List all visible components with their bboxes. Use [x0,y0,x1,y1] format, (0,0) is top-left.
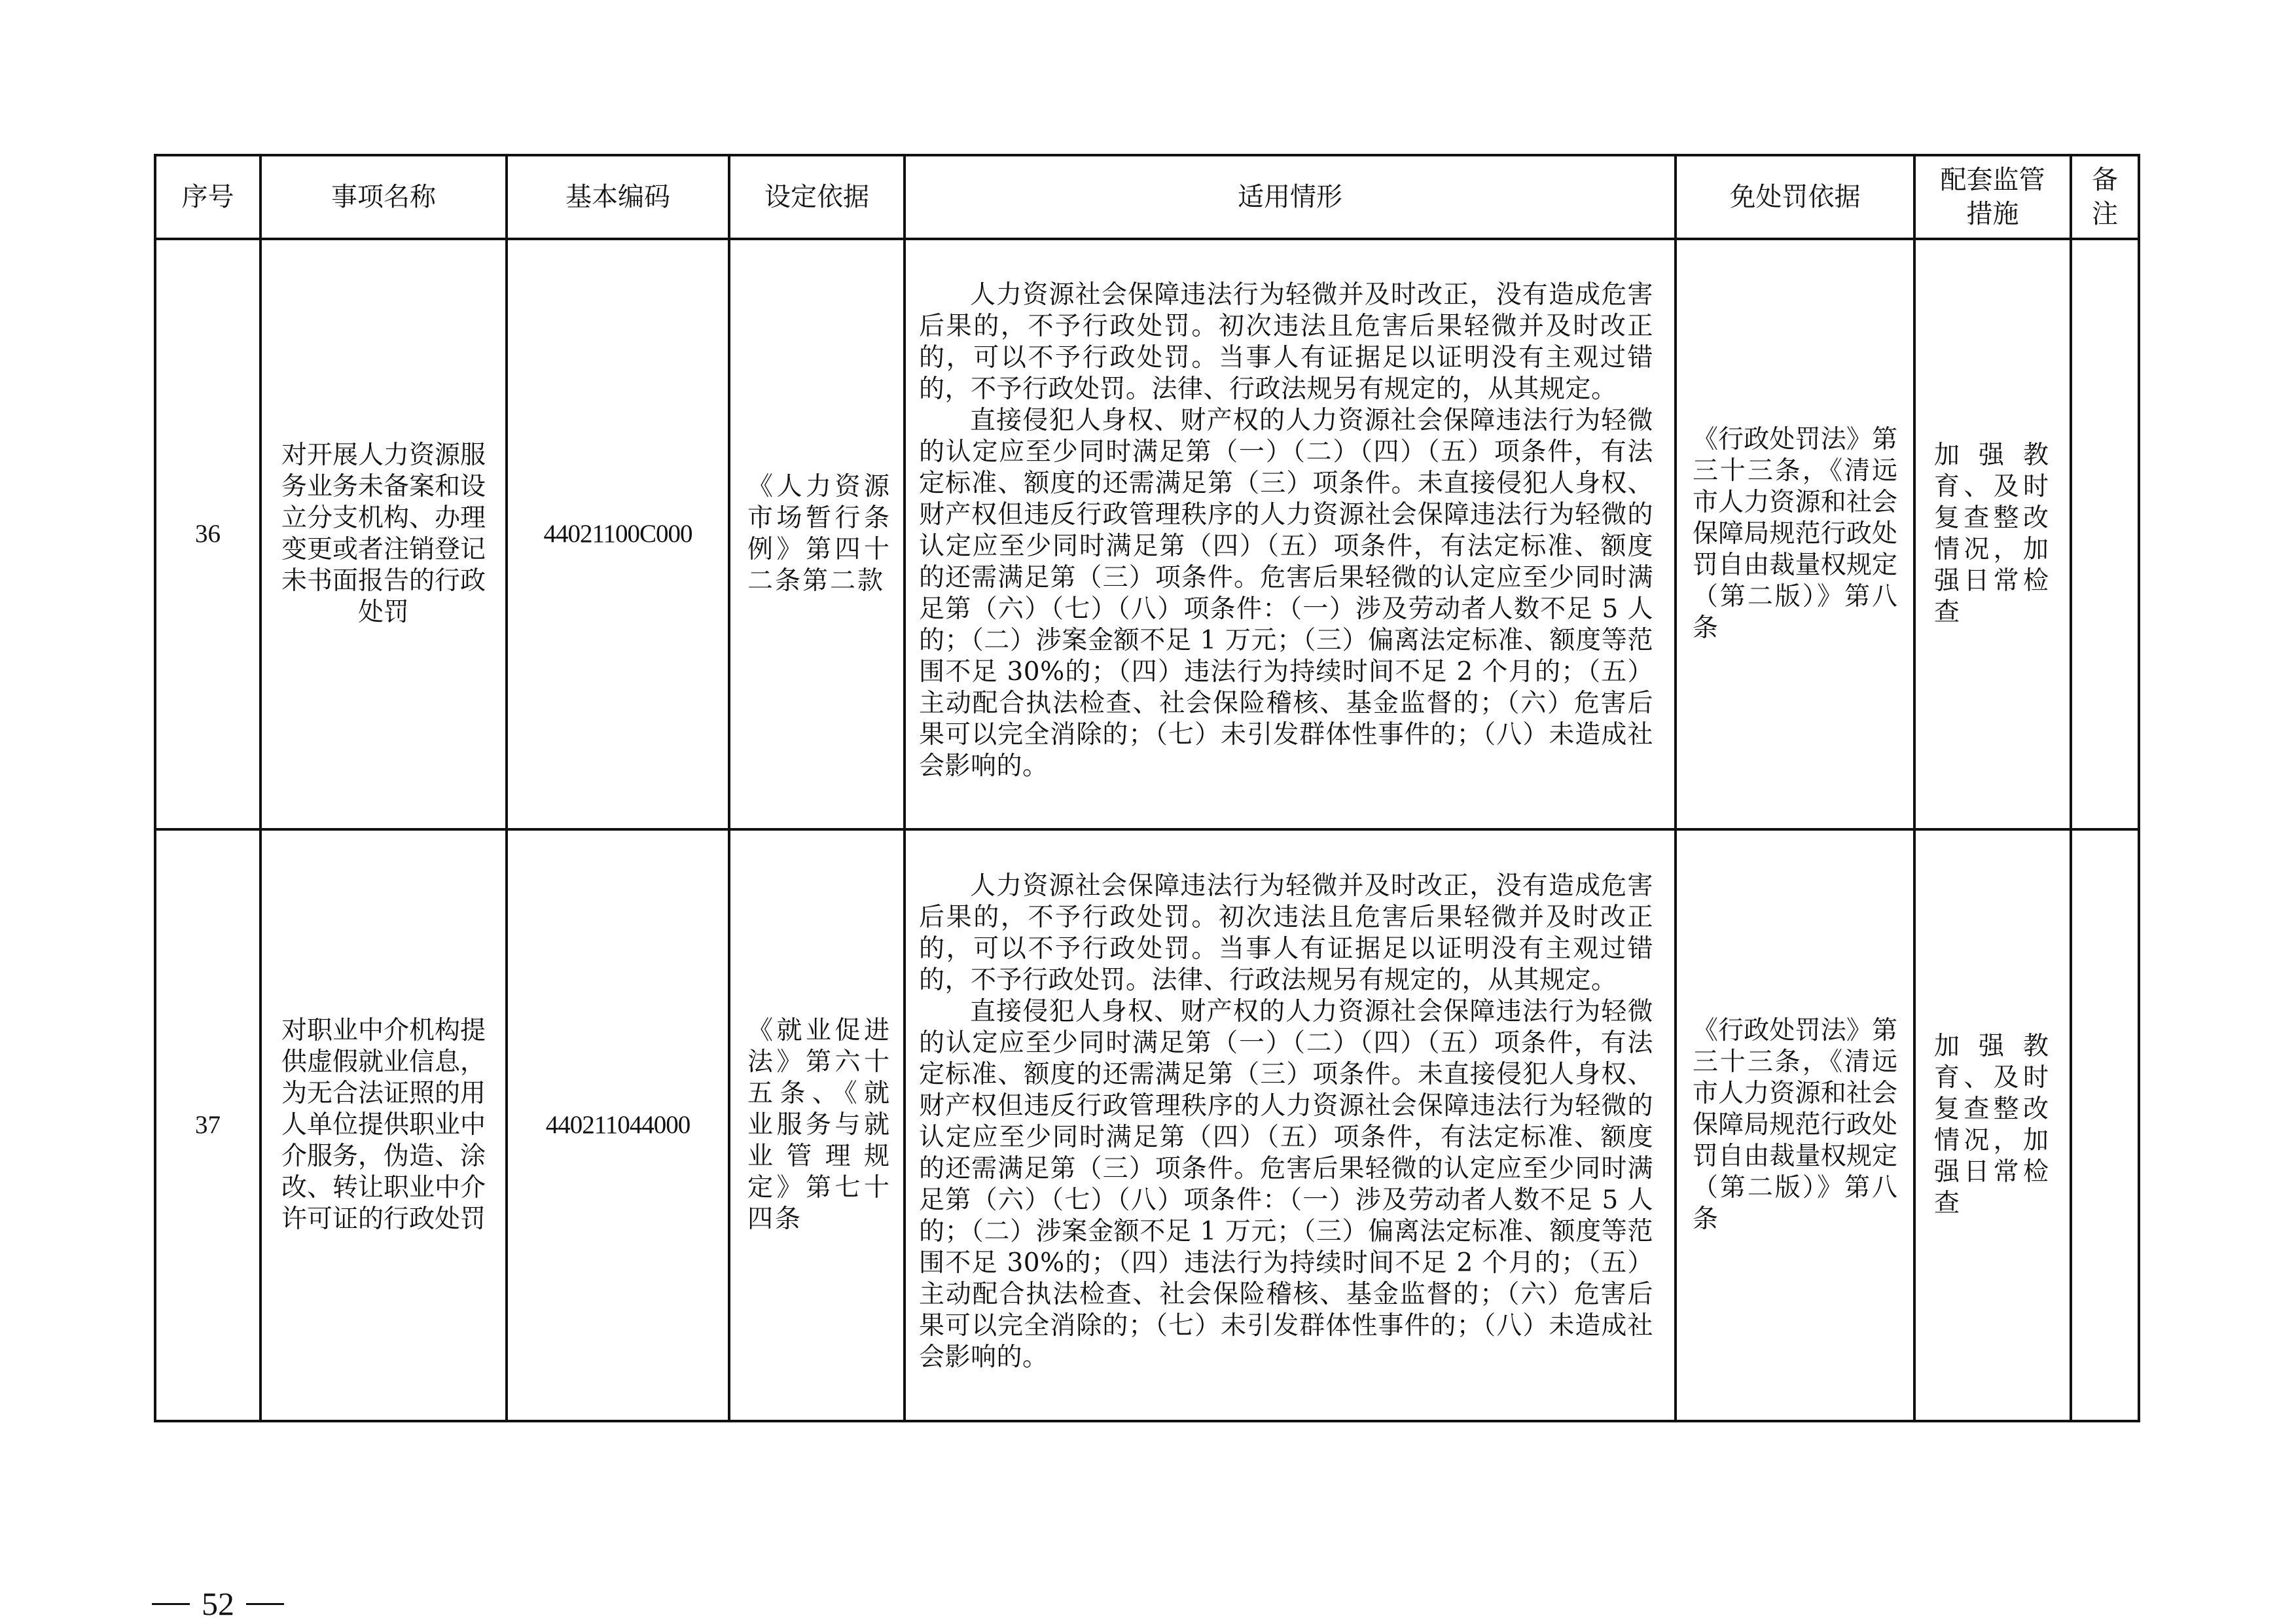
scenario-paragraph: 人力资源社会保障违法行为轻微并及时改正，没有造成危害后果的，不予行政处罚。初次违法且危害后果轻微并及时改正的，可以不予行政处罚。当事人有证据足以证明没有主观过错的，不予行政处罚。法律、行政法规另有规定的，从其规定。 [919,280,1653,404]
table-row [155,829,2139,1421]
supervision-measure: 加强教育、及时复查整改情况，加强日常检查 [1914,829,2071,1421]
legal-basis: 《就业促进法》第六十五条、《就业服务与就业管理规定》第七十四条 [729,829,905,1421]
table-row [155,239,2139,829]
item-code: 440211044000 [507,829,729,1421]
exemption-basis: 《行政处罚法》第三十三条，《清远市人力资源和社会保障局规范行政处罚自由裁量权规定（第二版）》第八条 [1676,239,1914,829]
dash-left [152,1603,190,1605]
remark [2071,829,2139,1421]
legal-basis: 《人力资源市场暂行条例》第四十二条第二款 [729,239,905,829]
applicable-scenario [905,239,1676,829]
page-footer [152,1584,284,1623]
header-note: 备注 [2071,155,2139,239]
penalty-exemption-table [154,154,2140,1422]
header-exempt: 免处罚依据 [1676,155,1914,239]
item-code: 44021100C000 [507,239,729,829]
header-name: 事项名称 [260,155,507,239]
table-header-row [155,155,2139,239]
exemption-basis: 《行政处罚法》第三十三条，《清远市人力资源和社会保障局规范行政处罚自由裁量权规定（第二版）》第八条 [1676,829,1914,1421]
item-name: 对开展人力资源服务业务未备案和设立分支机构、办理变更或者注销登记未书面报告的行政处罚 [260,239,507,829]
item-name: 对职业中介机构提供虚假就业信息，为无合法证照的用人单位提供职业中介服务，伪造、涂改、转让职业中介许可证的行政处罚 [260,829,507,1421]
header-scenario: 适用情形 [905,155,1676,239]
row-number: 37 [155,829,260,1421]
supervision-measure: 加强教育、及时复查整改情况，加强日常检查 [1914,239,2071,829]
header-code: 基本编码 [507,155,729,239]
header-measure: 配套监管措施 [1914,155,2071,239]
header-basis: 设定依据 [729,155,905,239]
page-number: 52 [202,1585,234,1622]
header-num: 序号 [155,155,260,239]
scenario-paragraph: 人力资源社会保障违法行为轻微并及时改正，没有造成危害后果的，不予行政处罚。初次违法且危害后果轻微并及时改正的，可以不予行政处罚。当事人有证据足以证明没有主观过错的，不予行政处罚。法律、行政法规另有规定的，从其规定。 [919,871,1653,995]
scenario-paragraph: 直接侵犯人身权、财产权的人力资源社会保障违法行为轻微的认定应至少同时满足第（一）（二）（四）（五）项条件，有法定标准、额度的还需满足第（三）项条件。未直接侵犯人身权、财产权但违反行政管理秩序的人力资源社会保障违法行为轻微的认定应至少同时满足第（四）（五）项条件，有法定标准、额度的还需满足第（三）项条件。危害后果轻微的认定应至少同时满足第（六）（七）（八）项条件：（一）涉及劳动者人数不足 5 人的；（二）涉案金额不足 1 万元；（三）偏离法定标准、额度等范围不足 30%的；（四）违法行为持续时间不足 2 个月的；（五）主动配合执法检查、社会保险稽核、基金监督的；（六）危害后果可以完全消除的；（七）未引发群体性事件的；（八）未造成社会影响的。 [919,406,1653,781]
row-number: 36 [155,239,260,829]
remark [2071,239,2139,829]
applicable-scenario [905,829,1676,1421]
scenario-paragraph: 直接侵犯人身权、财产权的人力资源社会保障违法行为轻微的认定应至少同时满足第（一）（二）（四）（五）项条件，有法定标准、额度的还需满足第（三）项条件。未直接侵犯人身权、财产权但违反行政管理秩序的人力资源社会保障违法行为轻微的认定应至少同时满足第（四）（五）项条件，有法定标准、额度的还需满足第（三）项条件。危害后果轻微的认定应至少同时满足第（六）（七）（八）项条件：（一）涉及劳动者人数不足 5 人的；（二）涉案金额不足 1 万元；（三）偏离法定标准、额度等范围不足 30%的；（四）违法行为持续时间不足 2 个月的；（五）主动配合执法检查、社会保险稽核、基金监督的；（六）危害后果可以完全消除的；（七）未引发群体性事件的；（八）未造成社会影响的。 [919,997,1653,1372]
dash-right [246,1603,284,1605]
